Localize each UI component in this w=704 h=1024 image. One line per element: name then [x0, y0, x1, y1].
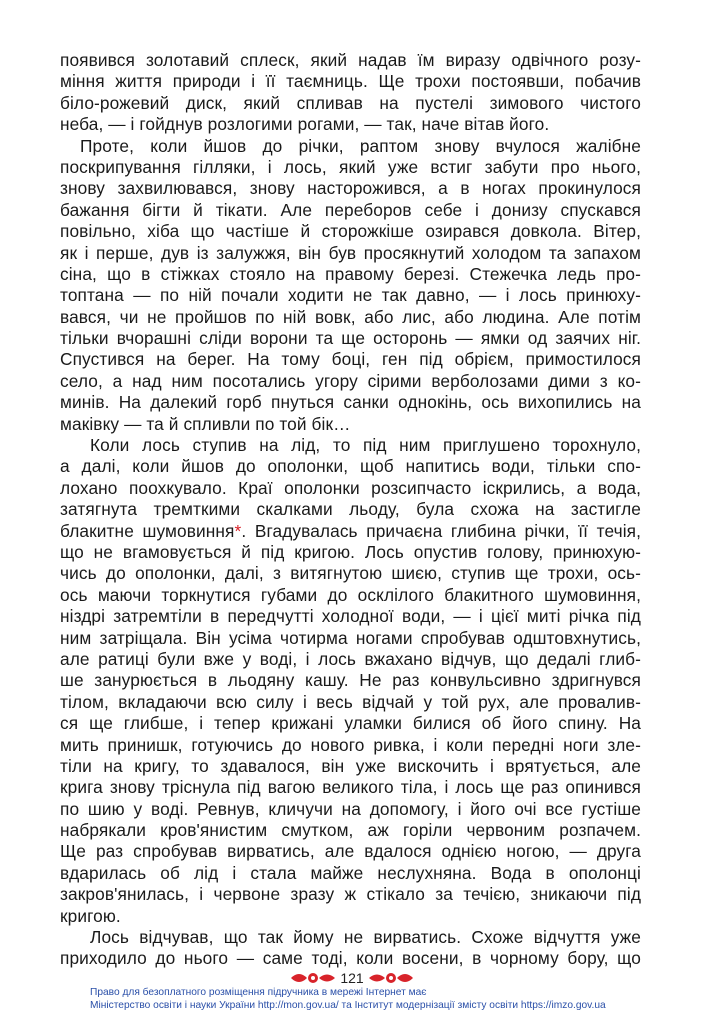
text-line: тілом, вкладаючи всю силу і весь відчай у той рух, але провалив- [60, 691, 641, 712]
flower-ornament-icon [289, 968, 337, 988]
text-line: ше занурюється в льодяну кашу. Не раз конвульсивно здригнувся [60, 670, 641, 691]
text-line: Спустився на берег. На тому боці, ген під обрієм, примостилося [60, 349, 641, 370]
text-line: ніздрі затремтіли в передчутті холодної води, — і цієї миті річка під [60, 606, 641, 627]
text-line: приходило до нього — саме тоді, коли восени, в чорному бору, що [60, 948, 641, 969]
footer-copyright [90, 986, 650, 1012]
text-line: повільно, хіба що частіше й сторожкіше озирався довкола. Вітер, [60, 221, 641, 242]
text-line: міння життя природи і її таємниць. Ще трохи постоявши, побачив [60, 71, 641, 92]
text-line: набрякали кров'янистим смутком, аж горіли червоним розпачем. [60, 820, 641, 841]
text-line: неба, — і гойднув розлогими рогами, — так, наче вітав його. [60, 114, 550, 135]
text-line: крига знову тріснула під вагою великого тіла, і лось ще раз опинився [60, 777, 641, 798]
body-text [60, 50, 641, 970]
text-line: закров'янилась, і червоне зразу ж стікало за течією, зникаючи під [60, 884, 641, 905]
text-line: мить принишк, готуючись до нового ривка, і коли передні ноги зле- [60, 734, 641, 755]
ornament-left [289, 968, 337, 988]
text-line: появився золотавий сплеск, який надав їм виразу одвічного розу- [60, 50, 641, 70]
text-line: затягнута тремткими скалками льоду, була схожа на застигле [60, 499, 641, 520]
footer-line: Право для безоплатного розміщення підручника в мережі Інтернет має [90, 987, 427, 998]
text-line: Ще раз спробував вирватись, але вдалося однією ногою, — друга [60, 841, 641, 862]
text-line: тіли на кригу, то здавалося, він уже вискочить і врятується, але [60, 755, 641, 776]
text-line: сіна, що в стіжках стояло на правому березі. Стежечка ледь про- [60, 263, 641, 284]
text-line: біло-рожевий диск, який спливав на пустелі зимового чистого [60, 92, 641, 113]
text-line: топтана — по ній почали ходити не так давно, — і лось принюху- [60, 285, 641, 306]
text-line-part: блакитне шумовиння [60, 520, 235, 541]
text-line: вався, чи не пройшов по ній вовк, або лис, або людина. Але потім [60, 306, 641, 327]
text-line: а далі, коли йшов до ополонки, щоб напитись води, тільки спо- [60, 456, 641, 477]
text-line-with-footnote [60, 521, 641, 542]
footer-line[interactable]: Міністерство освіти і науки України http://mon.gov.ua/ та Інститут модернізації змісту освіти https://imzo.gov.ua [90, 1000, 606, 1011]
text-line: лохано поохкувало. Краї ополонки розсипчасто іскрились, а вода, [60, 477, 641, 498]
text-line-part: . Вгадувалась причаєна глибина річки, її течія, [241, 520, 641, 541]
page-number: 121 [340, 970, 364, 986]
ornament-right [367, 968, 415, 988]
footnote-asterisk[interactable]: * [234, 520, 242, 541]
text-line: Лось відчував, що так йому не вирватись. Схоже відчуття уже [90, 927, 641, 948]
text-line: ся ще глибше, і тепер крижані уламки билися об його спину. На [60, 713, 641, 734]
text-line: знову захвилювався, знову насторожився, а в ногах прокинулося [60, 178, 641, 199]
text-line: Коли лось ступив на лід, то під ним приглушено торохнуло, [90, 435, 641, 456]
text-line: бажання бігти й тікати. Але переборов себе і донизу спускався [60, 199, 641, 220]
flower-ornament-icon [367, 968, 415, 988]
text-line: як і перше, дув із залужжя, він був просякнутий холодом та запахом [60, 242, 641, 263]
text-line: кригою. [60, 905, 121, 926]
text-line: що не вгамовується й під кригою. Лось опустив голову, принюхую- [60, 541, 641, 562]
text-line: по шию у воді. Ревнув, кличучи на допомогу, і його очі все густіше [60, 798, 641, 819]
text-line: чись до ополонки, далі, з витягнутою шиєю, ступив ще трохи, ось- [60, 563, 641, 584]
text-line: село, а над ним посотались угору сірими верболозами дими з ко- [60, 370, 641, 391]
text-line: поскрипування гілляки, і лось, який уже встиг забути про нього, [60, 156, 641, 177]
text-line: Проте, коли йшов до річки, раптом знову вчулося жалібне [80, 135, 641, 156]
text-line: ось маючи торкнутися губами до осклілого блакитного шумовиння, [60, 584, 641, 605]
text-line: але ратиці були вже у воді, і лось вжахано відчув, що дедалі глиб- [60, 648, 641, 669]
text-line: тільки вчорашні сліди ворони та ще осторонь — ямки од заячих ніг. [60, 328, 641, 349]
text-line: минів. На далекий горб пнуться санки однокінь, ось вихопились на [60, 392, 641, 413]
text-line: ним затріщала. Він усіма чотирма ногами спробував одштовхнутись, [60, 627, 641, 648]
text-line: вдарилась об лід і стала майже неслухняна. Вода в ополонці [60, 862, 641, 883]
text-line: маківку — та й спливли по той бік… [60, 413, 351, 434]
